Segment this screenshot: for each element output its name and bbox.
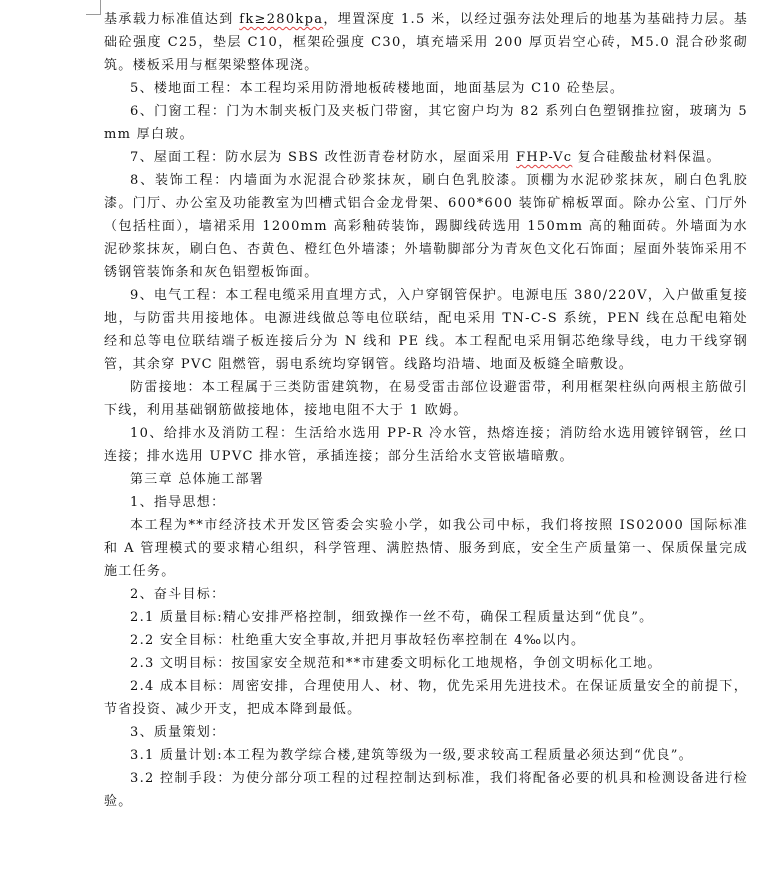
paragraph-text: 7、屋面工程：防水层为 SBS 改性沥青卷材防水，屋面采用 <box>130 150 517 165</box>
paragraph-text: 10、给排水及消防工程：生活给水选用 PP-R 冷水管，热熔连接；消防给水选用镀锌钢管，丝口连接；排水选用 UPVC 排水管，承插连接；部分生活给水支管嵌墙暗敷。 <box>104 426 748 464</box>
paragraph-text: 3.1 质量计划:本工程为教学综合楼,建筑等级为一级,要求较高工程质量必须达到“优良”。 <box>130 748 693 763</box>
paragraph <box>104 767 748 813</box>
paragraph <box>104 376 748 422</box>
paragraph <box>104 744 748 767</box>
paragraph <box>104 77 748 100</box>
paragraph-text: 3.2 控制手段：为使分部分项工程的过程控制达到标准，我们将配备必要的机具和检测设备进行检验。 <box>104 771 748 809</box>
margin-corner-mark <box>86 0 101 15</box>
paragraph-text: 8、装饰工程：内墙面为水泥混合砂浆抹灰，刷白色乳胶漆。顶棚为水泥砂浆抹灰，刷白色乳胶漆。门厅、办公室及功能教室为凹槽式铝合金龙骨架、600*600 装饰矿棉板罩面。除办公室、门厅外（包括柱面），墙裙采用 1200mm 高彩釉砖装饰，踢脚线砖选用 150mm 高的釉面砖。外墙面为水泥砂浆抹灰，刷白色、杏黄色、橙红色外墙漆；外墙勒脚部分为青灰色文化石饰面；屋面外装饰采用不锈钢管装饰条和灰色铝塑板饰面。 <box>104 173 748 280</box>
paragraph-text: 2.2 安全目标：杜绝重大安全事故,并把月事故轻伤率控制在 4‰以内。 <box>130 633 586 648</box>
paragraph <box>104 583 748 606</box>
paragraph <box>104 8 748 77</box>
paragraph <box>104 675 748 721</box>
paragraph-text: 2.4 成本目标：周密安排，合理使用人、材、物，优先采用先进技术。在保证质量安全的前提下，节省投资、减少开支，把成本降到最低。 <box>104 679 748 717</box>
paragraph <box>104 169 748 284</box>
paragraph <box>104 422 748 468</box>
document-body <box>104 8 748 813</box>
paragraph-text: 5、楼地面工程：本工程均采用防滑地板砖楼地面，地面基层为 C10 砼垫层。 <box>130 81 625 96</box>
paragraph-text: 2.3 文明目标：按国家安全规范和**市建委文明标化工地规格，争创文明标化工地。 <box>130 656 662 671</box>
paragraph <box>104 491 748 514</box>
paragraph <box>104 606 748 629</box>
paragraph-text: 2、奋斗目标： <box>130 587 226 602</box>
spellcheck-flagged-text: fk≥280kpa <box>239 12 324 27</box>
paragraph-text: 1、指导思想： <box>130 495 226 510</box>
paragraph-text: ，埋置深度 1.5 米，以经过强夯法处理后的地基为基础持力层。基础砼强度 C25，垫层 C10，框架砼强度 C30，填充墙采用 200 厚页岩空心砖，M5.0 混合砂浆砌筑。楼板采用与框架梁整体现浇。 <box>104 12 748 73</box>
paragraph <box>104 721 748 744</box>
paragraph-text: 9、电气工程：本工程电缆采用直埋方式，入户穿钢管保护。电源电压 380/220V，入户做重复接地，与防雷共用接地体。电源进线做总等电位联结，配电采用 TN-C-S 系统，PEN 线在总配电箱处经和总等电位联结端子板连接后分为 N 线和 PE 线。本工程配电采用铜芯绝缘导线，电力干线穿钢管，其余穿 PVC 阻燃管，弱电系统均穿钢管。线路均沿墙、地面及板缝全暗敷设。 <box>104 288 748 372</box>
paragraph <box>104 146 748 169</box>
paragraph-text: 6、门窗工程：门为木制夹板门及夹板门带窗，其它窗户均为 82 系列白色塑钢推拉窗，玻璃为 5mm 厚白玻。 <box>104 104 748 142</box>
spellcheck-flagged-text: FHP-Vc <box>516 150 573 165</box>
paragraph-text: 基承载力标准值达到 <box>104 12 240 27</box>
paragraph <box>104 652 748 675</box>
paragraph <box>104 629 748 652</box>
paragraph-text: 2.1 质量目标:精心安排严格控制，细致操作一丝不苟，确保工程质量达到“优良”。 <box>130 610 654 625</box>
paragraph-text: 第三章 总体施工部署 <box>130 472 265 487</box>
paragraph-text: 防雷接地：本工程属于三类防雷建筑物，在易受雷击部位设避雷带，利用框架柱纵向两根主筋做引下线，利用基础钢筋做接地体，接地电阻不大于 1 欧姆。 <box>104 380 748 418</box>
paragraph <box>104 468 748 491</box>
paragraph <box>104 514 748 583</box>
paragraph-text: 3、质量策划： <box>130 725 226 740</box>
paragraph-text: 复合硅酸盐材料保温。 <box>572 150 721 165</box>
paragraph-text: 本工程为**市经济技术开发区管委会实验小学，如我公司中标，我们将按照 IS02000 国际标准和 A 管理模式的要求精心组织，科学管理、满腔热情、服务到底，安全生产质量第一、保质保量完成施工任务。 <box>104 518 748 579</box>
paragraph <box>104 100 748 146</box>
paragraph <box>104 284 748 376</box>
